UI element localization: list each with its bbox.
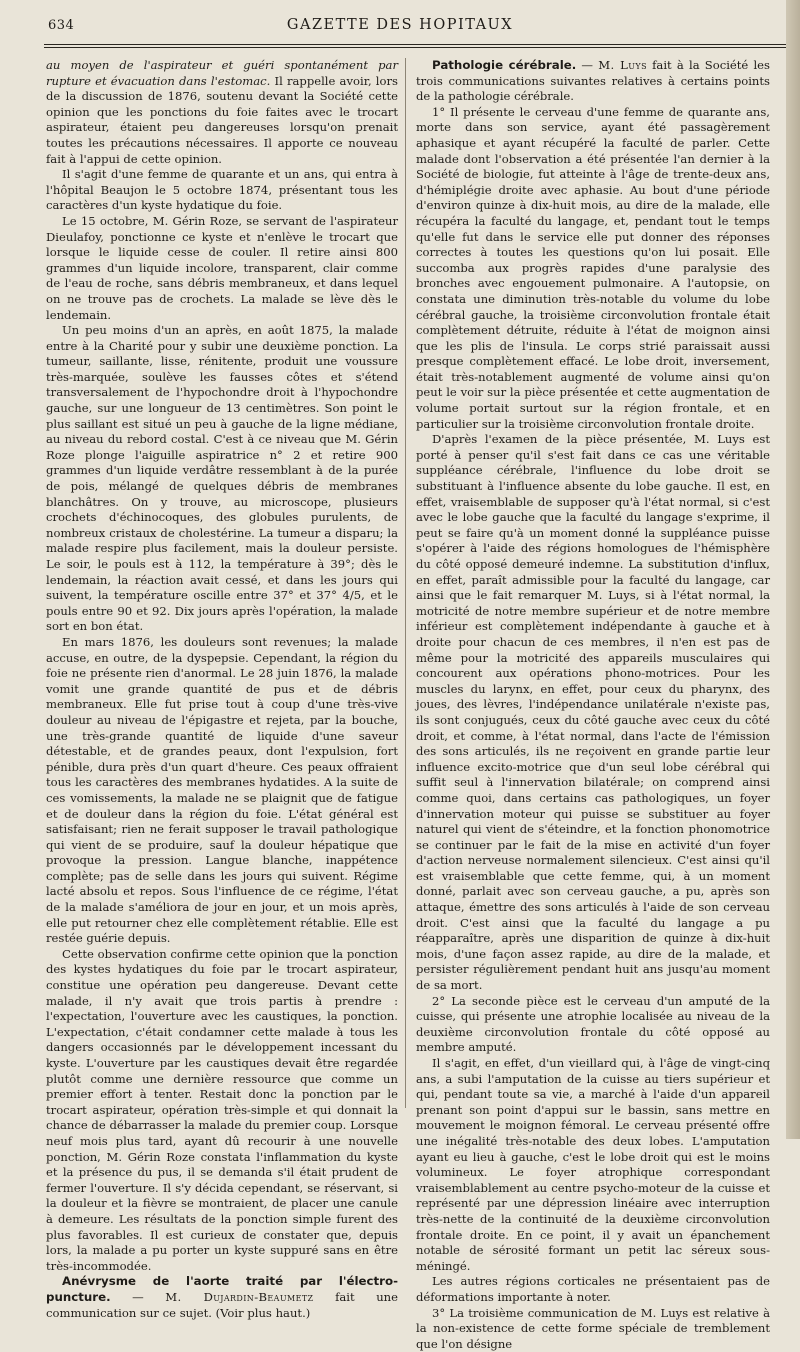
paragraph — [416, 58, 770, 105]
paragraph: En mars 1876, les douleurs sont revenues; la malade accuse, en outre, de la dyspepsie. Cependant, la région du foie ne présente rien d'anormal. Le 28 juin 1876, la malade vomit une grande quantité de pus et de débris membraneux. Elle fut prise tout à coup d'une très-vive douleur au niveau de l'épigastre et rejeta, par la bouche, une très-grande quantité de liquide d'une saveur détestable, et de grandes peaux, dont l'expulsion, fort pénible, dura près d'un quart d'heure. Ces peaux offraient tous les caractères des membranes hydatides. A la suite de ces vomissements, la malade ne se plaignit que de fatigue et de douleur dans la région du foie. L'état général est satisfaisant; rien ne ferait supposer le travail pathologique qui vient de se produire, sauf la douleur hépatique que provoque la pression. Langue blanche, inappétence complète; pas de selle dans les jours qui suivent. Régime lacté absolu et repos. Sous l'influence de ce régime, l'état de la malade s'améliora de jour en jour, et un mois après, elle put retourner chez elle complètement rétablie. Elle est restée guérie depuis. — [46, 635, 398, 947]
author-name: M. Dujardin-Beaumetz — [165, 1290, 313, 1304]
right-column — [416, 58, 770, 1352]
paragraph — [46, 58, 398, 167]
journal-title: GAZETTE DES HOPITAUX — [0, 17, 800, 33]
section-title: Pathologie cérébrale. — [432, 58, 576, 72]
dash: — — [576, 58, 598, 72]
header-rule-top — [44, 44, 786, 45]
page-header — [0, 14, 800, 40]
paragraph-text: fait une communication sur ce sujet. (Voir plus haut.) — [46, 1290, 398, 1320]
section-title: Anévrysme de l'aorte traité par l'électro-puncture. — [46, 1274, 398, 1304]
left-column — [46, 58, 398, 1321]
paragraph — [46, 1274, 398, 1321]
paragraph: Les autres régions corticales ne présentaient pas de déformations importante à noter. — [416, 1274, 770, 1305]
header-rule-bottom — [44, 47, 786, 48]
paragraph: D'après l'examen de la pièce présentée, M. Luys est porté à penser qu'il s'est fait dans ce cas une véritable suppléance cérébrale, l'influence du lobe droit se substituant à l'influence absente du lobe gauche. Il est, en effet, vraisemblable de supposer qu'à l'état normal, si c'est avec le lobe gauche que la faculté du langage s'exprime, il peut se faire qu'à un moment donné la suppléance puisse s'opérer à l'aide des régions homologues de l'hémisphère du côté opposé demeuré indemne. La substitution d'influx, en effet, paraît admissible pour la faculté du langage, car ainsi que le fait remarquer M. Luys, si à l'état normal, la motricité de notre membre supérieur et de notre membre inférieur est complètement indépendante à gauche et à droite pour chacun de ces membres, il n'en est pas de même pour la motricité des appareils musculaires qui concourent aux opérations phono-motrices. Pour les muscles du larynx, en effet, pour ceux du pharynx, des joues, des lèvres, l'indépendance unilatérale n'existe pas, ils sont conjugués, ceux du côté gauche avec ceux du côté droit, et comme, à l'état normal, dans l'acte de l'émission des sons articulés, ils ne reçoivent en grande partie leur influence excito-motrice que d'un seul lobe cérébral qui suffit seul à l'innervation bilatérale; on comprend ainsi comme quoi, dans certains cas pathologiques, un foyer d'innervation moteur qui puisse se substituer au foyer naturel qui vient de s'éteindre, et la fonction phonomotrice se continuer par le fait de la mise en activité d'un foyer d'action nerveuse normalement silencieux. C'est ainsi qu'il est vraisemblable que cette femme, qui, à un moment donné, parlait avec son cerveau gauche, a pu, après son attaque, émettre des sons articulés à l'aide de son cerveau droit. C'est ainsi que la faculté du langage a pu réapparaître, après une disparition de quinze à dix-huit mois, d'une façon assez rapide, au dire de la malade, et persister régulièrement pendant huit ans jusqu'au moment de sa mort. — [416, 432, 770, 993]
author-name: M. Luys — [598, 58, 647, 72]
paragraph: Un peu moins d'un an après, en août 1875, la malade entre à la Charité pour y subir une deuxième ponction. La tumeur, saillante, lisse, rénitente, produit une voussure très-marquée, soulève les fausses côtes et s'étend transversalement de l'hypochondre droit à l'hypochondre gauche, sur une longueur de 13 centimètres. Son point le plus saillant est situé un peu à gauche de la ligne médiane, au niveau du rebord costal. C'est à ce niveau que M. Gérin Roze plonge l'aiguille aspiratrice n° 2 et retire 900 grammes d'un liquide verdâtre ressemblant à de la purée de pois, mélangé de quelques débris de membranes blanchâtres. On y trouve, au microscope, plusieurs crochets d'échinocoques, des globules purulents, de nombreux cristaux de cholestérine. La tumeur a disparu; la malade respire plus facilement, mais la douleur persiste. Le soir, le pouls est à 112, la température à 39°; dès le lendemain, la réaction avait cessé, et dans les jours qui suivent, la température oscille entre 37° et 37° 4/5, et le pouls entre 90 et 92. Dix jours après l'opération, la malade sort en bon état. — [46, 323, 398, 635]
dash: — — [111, 1290, 166, 1304]
page-edge — [786, 0, 800, 1139]
paragraph-text: Il rappelle avoir, lors de la discussion de 1876, soutenu devant la Société cette opinion que les ponctions du foie faites avec le trocart aspirateur, étaient peu dangereuses lorsqu'on prenait toutes les précautions nécessaires. Il apporte ce nouveau fait à l'appui de cette opinion. — [46, 74, 398, 166]
paragraph-text: fait à la Société les trois communications suivantes relatives à certains points de la pathologie cérébrale. — [416, 58, 770, 103]
paragraph: 1° Il présente le cerveau d'une femme de quarante ans, morte dans son service, ayant été passagèrement aphasique et ayant récupéré la faculté de parler. Cette malade dont l'observation a été présentée l'an dernier à la Société de biologie, fut atteinte à l'âge de trente-deux ans, d'hémiplégie droite avec aphasie. Au bout d'une période d'environ quinze à dix-huit mois, au dire de la malade, elle récupéra la faculté du langage, et, pendant tout le temps qu'elle fut dans le service elle put donner des réponses correctes à toutes les questions qu'on lui posait. Elle succomba aux progrès rapides d'une paralysie des bronches avec engouement pulmonaire. A l'autopsie, on constata une diminution très-notable du volume du lobe cérébral gauche, la troisième circonvolution frontale était complètement détruite, réduite à l'état de moignon ainsi que les plis de l'insula. Le corps strié paraissait aussi presque complètement effacé. Le lobe droit, inversement, était très-notablement augmenté de volume ainsi qu'on peut le voir sur la pièce présentée et cette augmentation de volume portait surtout sur la région frontale, et en particulier sur la troisième circonvolution frontale droite. — [416, 105, 770, 432]
paragraph: Le 15 octobre, M. Gérin Roze, se servant de l'aspirateur Dieulafoy, ponctionne ce kyste et n'enlève le trocart que lorsque le liquide cesse de couler. Il retire ainsi 800 grammes d'un liquide incolore, transparent, clair comme de l'eau de roche, sans débris membraneux, et dans lequel on ne trouve pas de crochets. La malade se lève dès le lendemain. — [46, 214, 398, 323]
paragraph: Il s'agit, en effet, d'un vieillard qui, à l'âge de vingt-cinq ans, a subi l'amputation de la cuisse au tiers supérieur et qui, pendant toute sa vie, a marché à l'aide d'un appareil prenant son point d'appui sur le bassin, sans mettre en mouvement le moignon fémoral. Le cerveau présenté offre une inégalité très-notable des deux lobes. L'amputation ayant eu lieu à gauche, c'est le lobe droit qui est le moins volumineux. Le foyer atrophique correspondant vraisemblablement au centre psycho-moteur de la cuisse et représenté par une dépression linéaire avec interruption très-nette de la continuité de la deuxième circonvolution frontale droite. En ce point, il y avait un épanchement notable de sérosité formant un petit lac séreux sous-méningé. — [416, 1056, 770, 1274]
column-divider — [405, 58, 406, 1108]
paragraph: 3° La troisième communication de M. Luys est relative à la non-existence de cette forme spéciale de tremblement que l'on désigne — [416, 1306, 770, 1352]
paragraph: 2° La seconde pièce est le cerveau d'un amputé de la cuisse, qui présente une atrophie localisée au niveau de la deuxième circonvolution frontale du côté opposé au membre amputé. — [416, 994, 770, 1056]
italic-title-continuation: au moyen de l'aspirateur et guéri spontanément par rupture et évacuation dans l'estomac. — [46, 58, 398, 88]
paragraph: Il s'agit d'une femme de quarante et un ans, qui entra à l'hôpital Beaujon le 5 octobre 1874, présentant tous les caractères d'un kyste hydatique du foie. — [46, 167, 398, 214]
page-number: 634 — [48, 18, 74, 33]
paragraph: Cette observation confirme cette opinion que la ponction des kystes hydatiques du foie par le trocart aspirateur, constitue une opération peu dangereuse. Devant cette malade, il n'y avait que trois partis à prendre : l'expectation, l'ouverture avec les caustiques, la ponction. L'expectation, c'était condamner cette malade à tous les dangers occasionnés par le développement incessant du kyste. L'ouverture par les caustiques devait être regardée plutôt comme une dernière ressource que comme un premier effort à tenter. Restait donc la ponction par le trocart aspirateur, opération très-simple et qui donnait la chance de débarrasser la malade du premier coup. Lorsque neuf mois plus tard, ayant dû recourir à une nouvelle ponction, M. Gérin Roze constata l'inflammation du kyste et la présence du pus, il se demanda s'il était prudent de fermer l'ouverture. Il s'y décida cependant, se réservant, si la douleur et la fièvre se montraient, de placer une canule à demeure. Les résultats de la ponction simple furent des plus favorables. Il est curieux de constater que, depuis lors, la malade a pu porter un kyste suppuré sans en être très-incommodée. — [46, 947, 398, 1274]
